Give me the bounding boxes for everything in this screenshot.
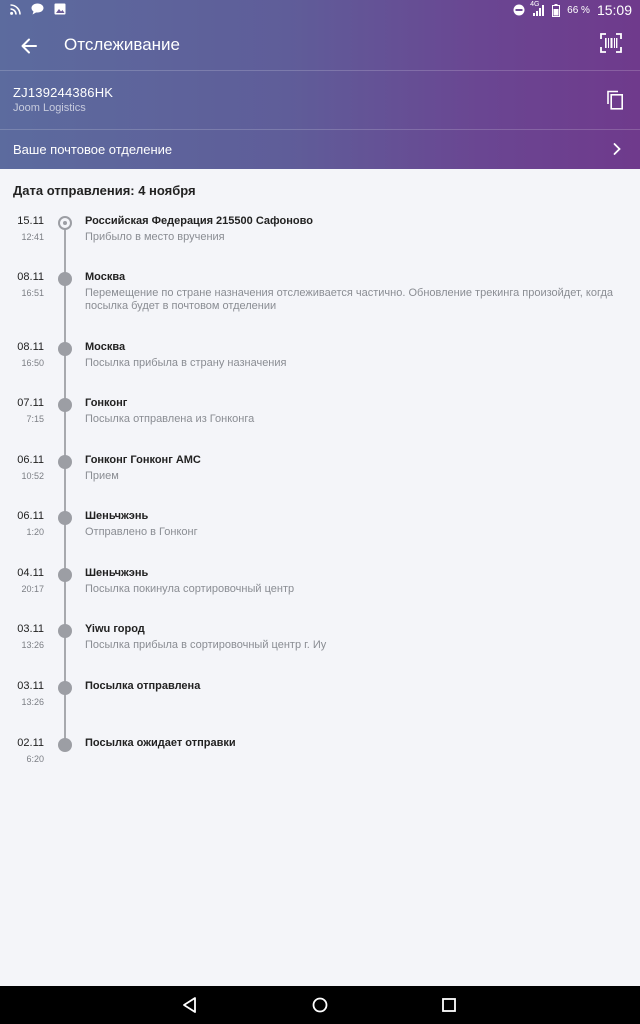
event-time: 12:41 [21, 232, 44, 242]
post-office-row[interactable] [0, 130, 640, 169]
timeline-dot [58, 342, 72, 356]
event-location: Yiwu город [85, 623, 145, 635]
nav-recents-button[interactable] [439, 995, 459, 1015]
event-time: 6:20 [26, 754, 44, 764]
event-time: 7:15 [26, 414, 44, 424]
event-location: Гонконг Гонконг AMC [85, 454, 201, 466]
nav-home-button[interactable] [310, 995, 330, 1015]
arrow-left-icon [21, 38, 37, 54]
event-status: Прибыло в место вручения [85, 231, 225, 243]
event-location: Шеньчжэнь [85, 567, 149, 579]
event-location: Москва [85, 271, 126, 283]
page-title: Отслеживание [64, 35, 181, 54]
event-time: 16:51 [21, 288, 44, 298]
timeline-dot [58, 272, 72, 286]
message-icon [31, 3, 44, 15]
event-location: Посылка отправлена [85, 680, 201, 692]
circle-home-icon [310, 995, 330, 1015]
back-button[interactable] [14, 32, 44, 60]
nav-back-button[interactable] [180, 995, 200, 1015]
event-status: Прием [85, 470, 119, 482]
event-date: 06.11 [17, 510, 44, 522]
event-status: Посылка отправлена из Гонконга [85, 413, 255, 425]
event-date: 07.11 [17, 397, 44, 409]
battery-icon [552, 4, 560, 17]
tracking-info [0, 71, 640, 129]
triangle-back-icon [180, 995, 200, 1015]
event-status: Посылка прибыла в страну назначения [85, 357, 287, 369]
copy-icon [606, 90, 624, 110]
event-date: 02.11 [17, 737, 44, 749]
event-date: 03.11 [17, 623, 44, 635]
event-location: Посылка ожидает отправки [85, 737, 236, 749]
timeline-line [64, 220, 66, 742]
event-date: 08.11 [17, 341, 44, 353]
event-location: Российская Федерация 215500 Сафоново [85, 215, 313, 227]
timeline-dot [58, 398, 72, 412]
clock: 15:09 [596, 2, 632, 18]
image-icon [54, 3, 66, 15]
rss-icon [10, 4, 21, 15]
system-nav-bar [0, 986, 640, 1024]
event-date: 08.11 [17, 271, 44, 283]
event-location: Гонконг [85, 397, 128, 409]
event-status: Перемещение по стране назначения отслеживается частично. Обновление трекинга произойдет, когда посылка будет в почтовом отделении [85, 287, 614, 312]
event-date: 15.11 [17, 215, 44, 227]
copy-button[interactable] [606, 90, 626, 112]
event-date: 03.11 [17, 680, 44, 692]
post-office-label: Ваше почтовое отделение [13, 142, 173, 157]
square-recents-icon [439, 995, 459, 1015]
current-status-dot [58, 216, 72, 230]
timeline-dot [58, 511, 72, 525]
battery-percent: 66 % [567, 4, 590, 16]
timeline-dot [58, 568, 72, 582]
event-time: 10:52 [21, 471, 44, 481]
barcode-scan-icon [600, 33, 622, 53]
shipment-date: Дата отправления: 4 ноября [13, 183, 196, 198]
event-status: Отправлено в Гонконг [85, 526, 198, 538]
event-location: Шеньчжэнь [85, 510, 149, 522]
event-time: 13:26 [21, 697, 44, 707]
signal-icon: 4G [532, 4, 545, 17]
status-bar [0, 0, 640, 22]
event-time: 20:17 [21, 584, 44, 594]
timeline-dot [58, 681, 72, 695]
timeline-dot [58, 738, 72, 752]
event-status: Посылка покинула сортировочный центр [85, 583, 295, 595]
event-location: Москва [85, 341, 126, 353]
toolbar [0, 22, 640, 70]
timeline-dot [58, 624, 72, 638]
event-time: 16:50 [21, 358, 44, 368]
event-status: Посылка прибыла в сортировочный центр г. Иу [85, 639, 327, 651]
carrier-name: Joom Logistics [13, 102, 86, 114]
tracking-number: ZJ139244386HK [13, 85, 114, 100]
event-time: 13:26 [21, 640, 44, 650]
event-date: 04.11 [17, 567, 44, 579]
do-not-disturb-icon [513, 4, 525, 16]
chevron-right-icon [612, 142, 624, 156]
scan-barcode-button[interactable] [600, 33, 626, 59]
header [0, 0, 640, 169]
event-time: 1:20 [26, 527, 44, 537]
event-date: 06.11 [17, 454, 44, 466]
timeline-dot [58, 455, 72, 469]
